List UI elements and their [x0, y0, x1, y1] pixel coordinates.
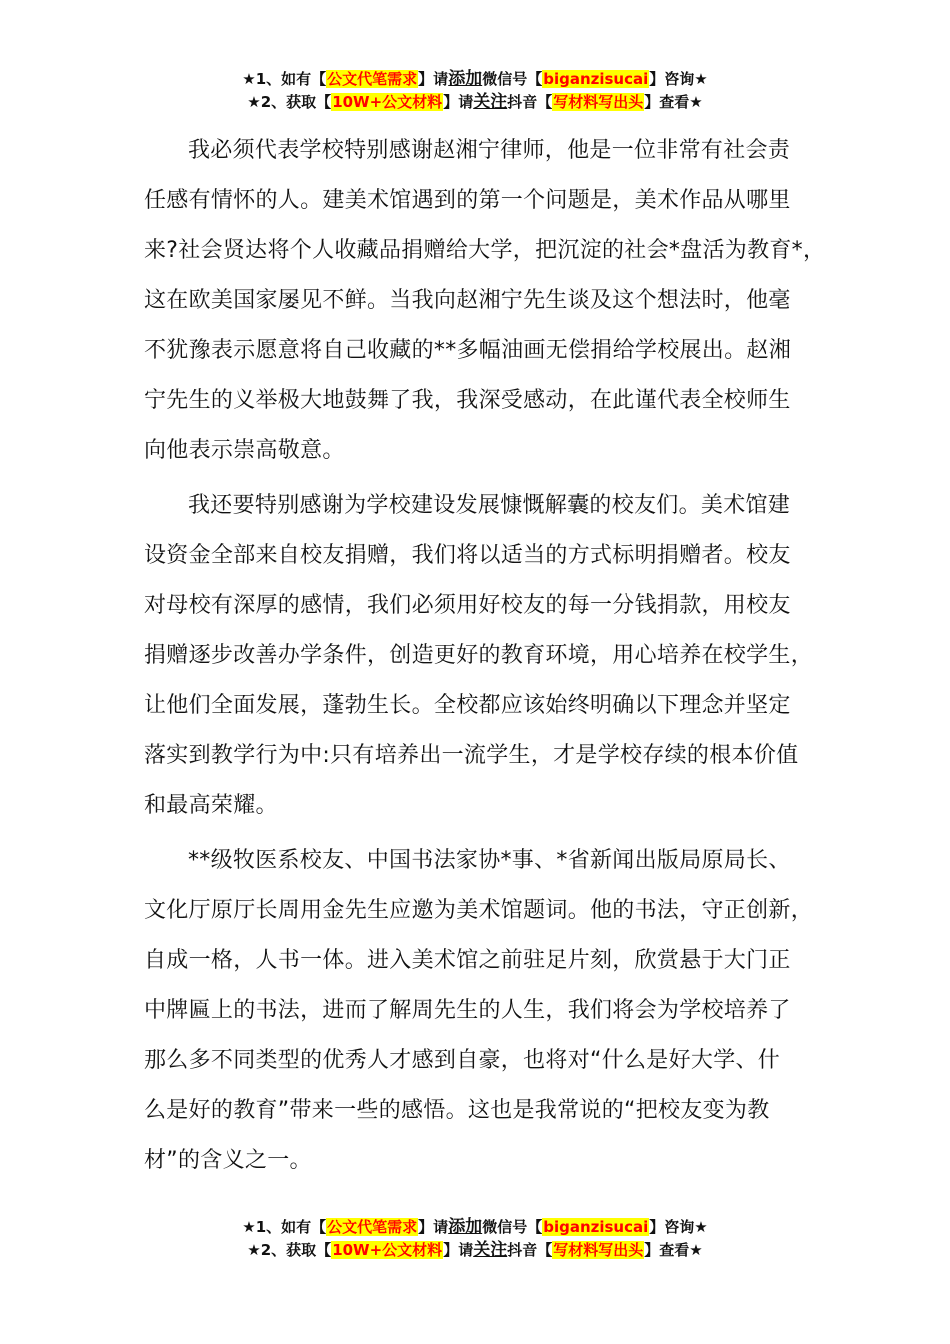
- promo-highlight: 10W+公文材料: [332, 1241, 443, 1259]
- paragraph-line: 这在欧美国家屡见不鲜。当我向赵湘宁先生谈及这个想法时，他毫: [144, 288, 791, 313]
- promo-highlight: 写材料写出头: [553, 93, 644, 111]
- promo-text: 】请: [418, 70, 449, 88]
- paragraph-line: 捐赠逐步改善办学条件，创造更好的教育环境，用心培养在校学生，: [144, 643, 814, 668]
- promo-text: 】请: [443, 1241, 474, 1259]
- paragraph-line: 自成一格，人书一体。进入美术馆之前驻足片刻，欣赏悬于大门正: [144, 948, 791, 973]
- paragraph-line: 不犹豫表示愿意将自己收藏的**多幅油画无偿捐给学校展出。赵湘: [144, 338, 792, 363]
- promo-emphasis: 关注: [473, 92, 508, 112]
- promo-text: 】咨询★: [649, 70, 708, 88]
- promo-text: ★1、如有【: [242, 1218, 327, 1236]
- promo-highlight: 写材料写出头: [553, 1241, 644, 1259]
- paragraph-line: 向他表示崇高敬意。: [144, 438, 345, 463]
- promo-highlight: biganzisucai: [543, 70, 649, 88]
- promo-text: 】查看★: [644, 93, 703, 111]
- paragraph-line: 么是好的教育”带来一些的感悟。这也是我常说的“把校友变为教: [144, 1098, 770, 1123]
- paragraph-line: 落实到教学行为中:只有培养出一流学生，才是学校存续的根本价值: [144, 743, 799, 768]
- promo-text: 微信号【: [482, 1218, 543, 1236]
- paragraph-3: [144, 836, 824, 1186]
- promo-highlight: biganzisucai: [543, 1218, 649, 1236]
- paragraph-line: 任感有情怀的人。建美术馆遇到的第一个问题是，美术作品从哪里: [144, 188, 791, 213]
- paragraph-line: **级牧医系校友、中国书法家协*事、*省新闻出版局原局长、: [188, 848, 791, 873]
- promo-text: 抖音【: [507, 1241, 553, 1259]
- promo-text: ★2、获取【: [247, 1241, 332, 1259]
- paragraph-line: 来?社会贤达将个人收藏品捐赠给大学，把沉淀的社会*盘活为教育*，: [144, 238, 826, 263]
- paragraph-line: 设资金全部来自校友捐赠，我们将以适当的方式标明捐赠者。校友: [144, 543, 791, 568]
- promo-text: ★1、如有【: [242, 70, 327, 88]
- paragraph-line: 我还要特别感谢为学校建设发展慷慨解囊的校友们。美术馆建: [188, 493, 791, 518]
- document-body: [144, 126, 824, 1191]
- promo-line-2: [0, 91, 950, 114]
- promo-emphasis: 关注: [473, 1240, 508, 1260]
- promo-text: 】查看★: [644, 1241, 703, 1259]
- promo-text: 】请: [418, 1218, 449, 1236]
- paragraph-2: [144, 481, 824, 831]
- promo-highlight: 公文代笔需求: [327, 70, 418, 88]
- promo-line-1: [0, 1216, 950, 1239]
- paragraph-line: 让他们全面发展，蓬勃生长。全校都应该始终明确以下理念并坚定: [144, 693, 791, 718]
- promo-emphasis: 添加: [448, 69, 483, 89]
- promo-text: 微信号【: [482, 70, 543, 88]
- paragraph-line: 材”的含义之一。: [144, 1148, 312, 1173]
- paragraph-line: 文化厅原厅长周用金先生应邀为美术馆题词。他的书法，守正创新，: [144, 898, 814, 923]
- paragraph-line: 宁先生的义举极大地鼓舞了我，我深受感动，在此谨代表全校师生: [144, 388, 791, 413]
- paragraph-line: 中牌匾上的书法，进而了解周先生的人生，我们将会为学校培养了: [144, 998, 791, 1023]
- header-promo-banner: [0, 68, 950, 114]
- promo-text: 抖音【: [507, 93, 553, 111]
- promo-highlight: 10W+公文材料: [332, 93, 443, 111]
- paragraph-1: [144, 126, 824, 476]
- promo-line-1: [0, 68, 950, 91]
- paragraph-line: 那么多不同类型的优秀人才感到自豪，也将对“什么是好大学、什: [144, 1048, 781, 1073]
- paragraph-line: 我必须代表学校特别感谢赵湘宁律师，他是一位非常有社会责: [188, 138, 791, 163]
- paragraph-line: 对母校有深厚的感情，我们必须用好校友的每一分钱捐款，用校友: [144, 593, 791, 618]
- promo-emphasis: 添加: [448, 1217, 483, 1237]
- promo-text: ★2、获取【: [247, 93, 332, 111]
- promo-highlight: 公文代笔需求: [327, 1218, 418, 1236]
- promo-line-2: [0, 1239, 950, 1262]
- paragraph-line: 和最高荣耀。: [144, 793, 278, 818]
- footer-promo-banner: [0, 1216, 950, 1262]
- promo-text: 】请: [443, 93, 474, 111]
- promo-text: 】咨询★: [649, 1218, 708, 1236]
